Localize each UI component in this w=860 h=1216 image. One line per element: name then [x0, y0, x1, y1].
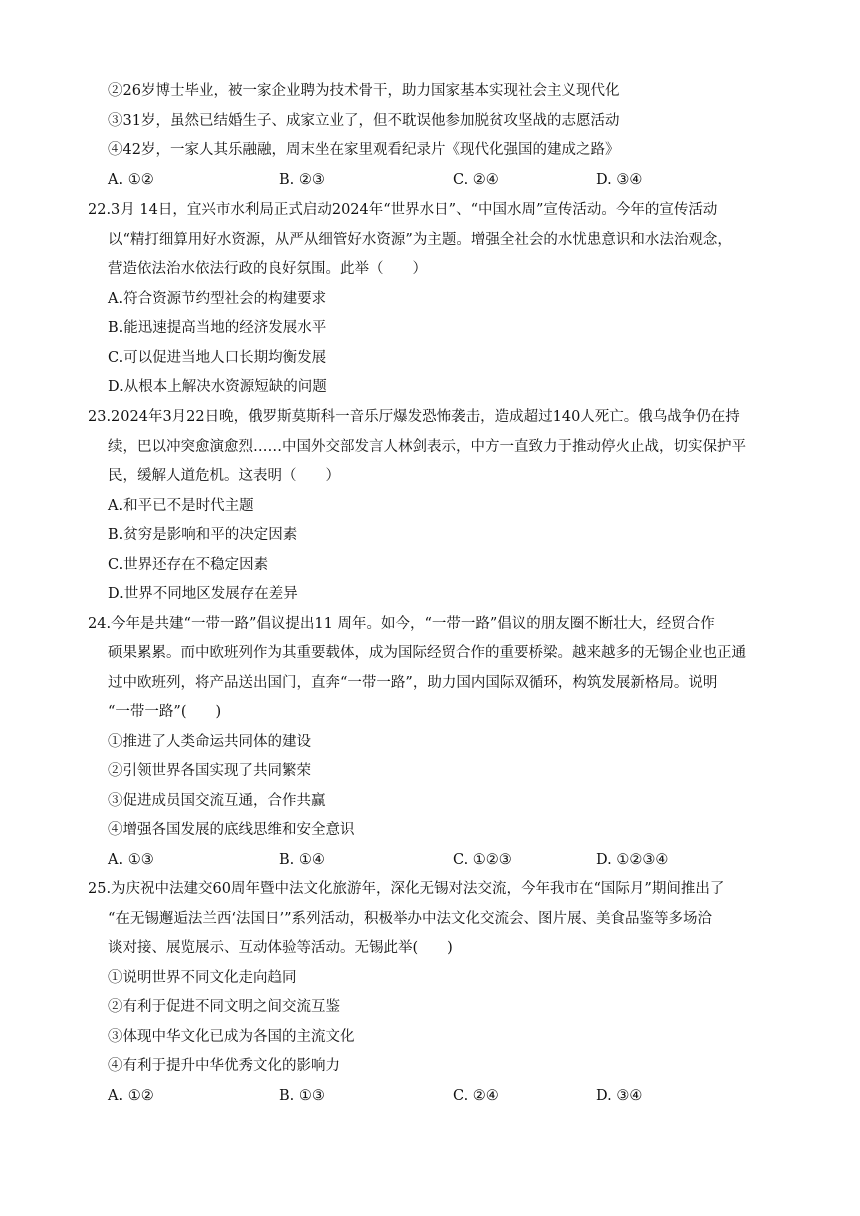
q25-option-a: A. ①② [108, 1088, 154, 1104]
q24-options [108, 850, 708, 870]
q25-option-b: B. ①③ [279, 1088, 325, 1104]
q24-item-3: ③促进成员国交流互通，合作共赢 [108, 793, 326, 809]
q21-options [108, 170, 708, 190]
q22-option-c: C.可以促进当地人口长期均衡发展 [108, 350, 327, 366]
q23-stem-line-3: 民，缓解人道危机。这表明（ ） [108, 468, 340, 484]
q22-stem-line-1: 22.3月 14日，宜兴市水利局正式启动2024年“世界水日”、“中国水周”宣传活动。今年的宣传活动 [88, 202, 718, 218]
q25-option-d: D. ③④ [596, 1088, 643, 1104]
q24-item-2: ②引领世界各国实现了共同繁荣 [108, 763, 311, 779]
q21-item-2: ②26岁博士毕业，被一家企业聘为技术骨干，助力国家基本实现社会主义现代化 [108, 83, 620, 99]
q21-item-3: ③31岁，虽然已结婚生子、成家立业了，但不耽误他参加脱贫攻坚战的志愿活动 [108, 113, 620, 129]
q23-option-b: B.贫穷是影响和平的决定因素 [108, 527, 298, 543]
q22-option-b: B.能迅速提高当地的经济发展水平 [108, 320, 327, 336]
q23-option-a: A.和平已不是时代主题 [108, 498, 254, 514]
q25-stem-line-3: 谈对接、展览展示、互动体验等活动。无锡此举( ) [108, 940, 453, 956]
q22-option-d: D.从根本上解决水资源短缺的问题 [108, 379, 327, 395]
q24-option-d: D. ①②③④ [596, 852, 669, 868]
q23-option-d: D.世界不同地区发展存在差异 [108, 586, 298, 602]
q24-stem-line-3: 过中欧班列，将产品送出国门，直奔“一带一路”，助力国内国际双循环，构筑发展新格局。说明 [108, 675, 718, 691]
q25-item-2: ②有利于促进不同文明之间交流互鉴 [108, 999, 340, 1015]
q21-option-a: A. ①② [108, 172, 154, 188]
q22-option-a: A.符合资源节约型社会的构建要求 [108, 291, 327, 307]
q25-options [108, 1086, 708, 1106]
q25-option-c: C. ②④ [453, 1088, 499, 1104]
q22-stem-line-2: 以“精打细算用好水资源，从严从细管好水资源”为主题。增强全社会的水忧患意识和水法治观念， [108, 232, 732, 248]
q24-item-4: ④增强各国发展的底线思维和安全意识 [108, 822, 355, 838]
q25-stem-line-1: 25.为庆祝中法建交60周年暨中法文化旅游年，深化无锡对法交流，今年我市在“国际月”期间推出了 [88, 881, 725, 897]
q25-item-4: ④有利于提升中华优秀文化的影响力 [108, 1058, 340, 1074]
q21-option-d: D. ③④ [596, 172, 643, 188]
q25-stem-line-2: “在无锡邂逅法兰西‘法国日’”系列活动，积极举办中法文化交流会、图片展、美食品鉴等多场洽 [108, 911, 713, 927]
q24-option-c: C. ①②③ [453, 852, 512, 868]
q24-stem-line-4: “一带一路”( ) [108, 704, 222, 720]
q24-option-a: A. ①③ [108, 852, 154, 868]
q24-stem-line-1: 24.今年是共建“一带一路”倡议提出11 周年。如今，“一带一路”倡议的朋友圈不断壮大，经贸合作 [88, 616, 715, 632]
q23-option-c: C.世界还存在不稳定因素 [108, 557, 269, 573]
q23-stem-line-1: 23.2024年3月22日晚，俄罗斯莫斯科一音乐厅爆发恐怖袭击，造成超过140人死亡。俄乌战争仍在持 [88, 409, 740, 425]
q25-item-3: ③体现中华文化已成为各国的主流文化 [108, 1029, 355, 1045]
q23-stem-line-2: 续，巴以冲突愈演愈烈……中国外交部发言人林剑表示，中方一直致力于推动停火止战，切实保护平 [108, 439, 746, 455]
q21-option-c: C. ②④ [453, 172, 499, 188]
q25-item-1: ①说明世界不同文化走向趋同 [108, 970, 297, 986]
q24-option-b: B. ①④ [279, 852, 325, 868]
q21-option-b: B. ②③ [279, 172, 325, 188]
q24-stem-line-2: 硕果累累。而中欧班列作为其重要载体，成为国际经贸合作的重要桥梁。越来越多的无锡企业也正通 [108, 645, 746, 661]
q22-stem-line-3: 营造依法治水依法行政的良好氛围。此举（ ） [108, 261, 427, 277]
q24-item-1: ①推进了人类命运共同体的建设 [108, 734, 311, 750]
q21-item-4: ④42岁，一家人其乐融融，周末坐在家里观看纪录片《现代化强国的建成之路》 [108, 142, 620, 158]
